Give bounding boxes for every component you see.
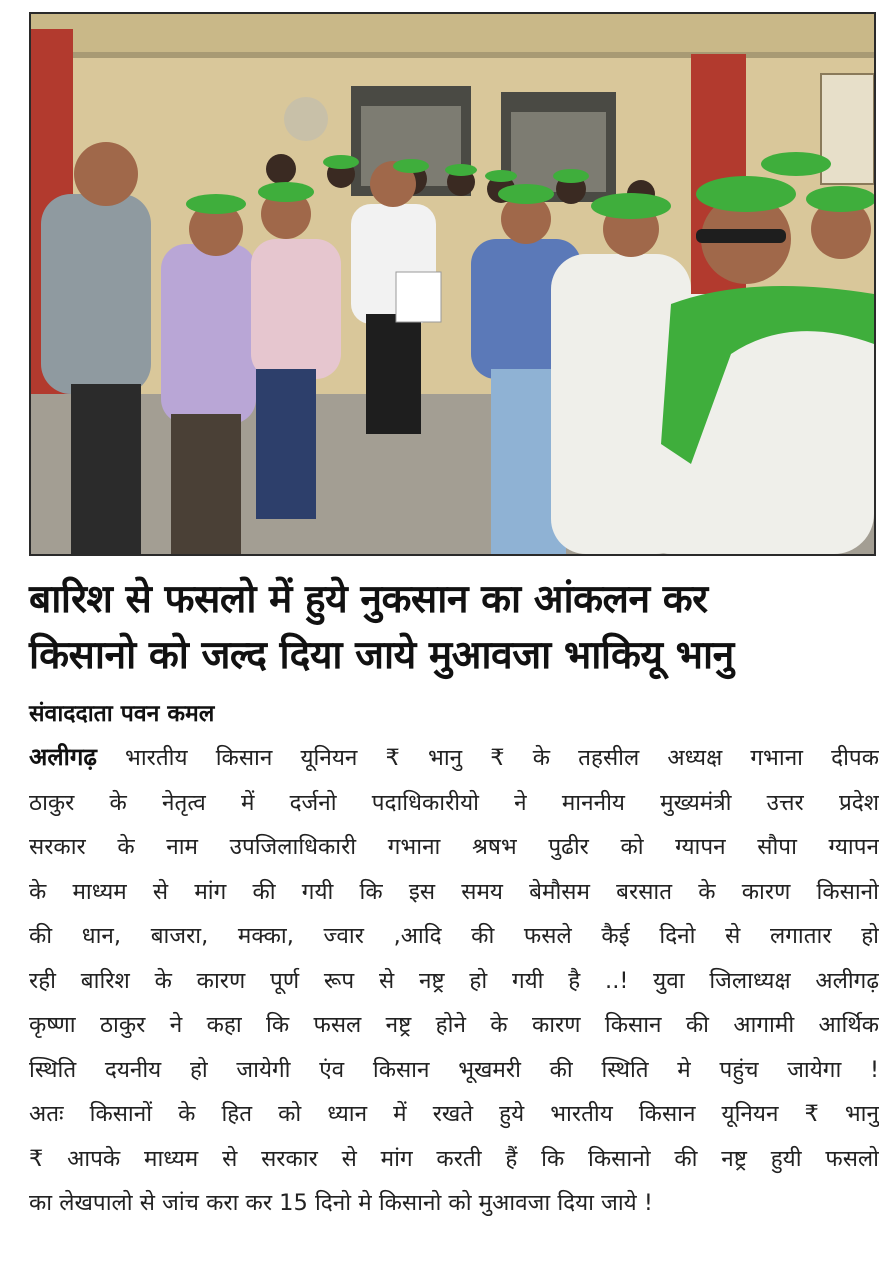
body-line: अतः किसानों के हित को ध्यान में रखते हुये भारतीय किसान यूनियन ₹ भानु — [29, 1101, 879, 1127]
body-line: अलीगढ़ भारतीय किसान यूनियन ₹ भानु ₹ के तहसील अध्यक्ष गभाना दीपक — [29, 743, 879, 771]
body-line: स्थिति दयनीय हो जायेगी एंव किसान भूखमरी की स्थिति मे पहुंच जायेगा ! — [29, 1056, 879, 1083]
headline-line: बारिश से फसलो में हुये नुकसान का आंकलन कर — [29, 577, 708, 622]
headline-line: किसानो को जल्द दिया जाये मुआवजा भाकियू भानु — [29, 633, 734, 678]
article-dateline: अलीगढ़ — [29, 743, 97, 771]
body-line: के माध्यम से मांग की गयी कि इस समय बेमौसम बरसात के कारण किसानो — [29, 878, 879, 905]
body-line: कृष्णा ठाकुर ने कहा कि फसल नष्ट्र होने के कारण किसान की आगामी आर्थिक — [29, 1012, 879, 1038]
news-photo-illustration — [31, 14, 874, 554]
article-byline: संवाददाता पवन कमल — [29, 701, 215, 727]
body-line: की धान, बाजरा, मक्का, ज्वार ,आदि की फसले कैई दिनो से लगातार हो — [29, 923, 879, 949]
body-line: ठाकुर के नेतृत्व में दर्जनो पदाधिकारीयो ने माननीय मुख्यमंत्री उत्तर प्रदेश — [29, 789, 879, 816]
body-line: ₹ आपके माध्यम से सरकार से मांग करती हैं कि किसानो की नष्ट्र हुयी फसलो — [29, 1145, 879, 1172]
article-body — [29, 735, 879, 1226]
article-headline — [29, 572, 879, 684]
body-line: सरकार के नाम उपजिलाधिकारी गभाना श्रषभ पुढीर को ग्यापन सौपा ग्यापन — [29, 834, 879, 860]
body-line: रही बारिश के कारण पूर्ण रूप से नष्ट्र हो गयी है ..! युवा जिलाध्यक्ष अलीगढ़ — [29, 967, 879, 994]
body-line: का लेखपालो से जांच करा कर 15 दिनो मे किसानो को मुआवजा दिया जाये ! — [29, 1190, 653, 1216]
news-photo — [29, 12, 876, 556]
